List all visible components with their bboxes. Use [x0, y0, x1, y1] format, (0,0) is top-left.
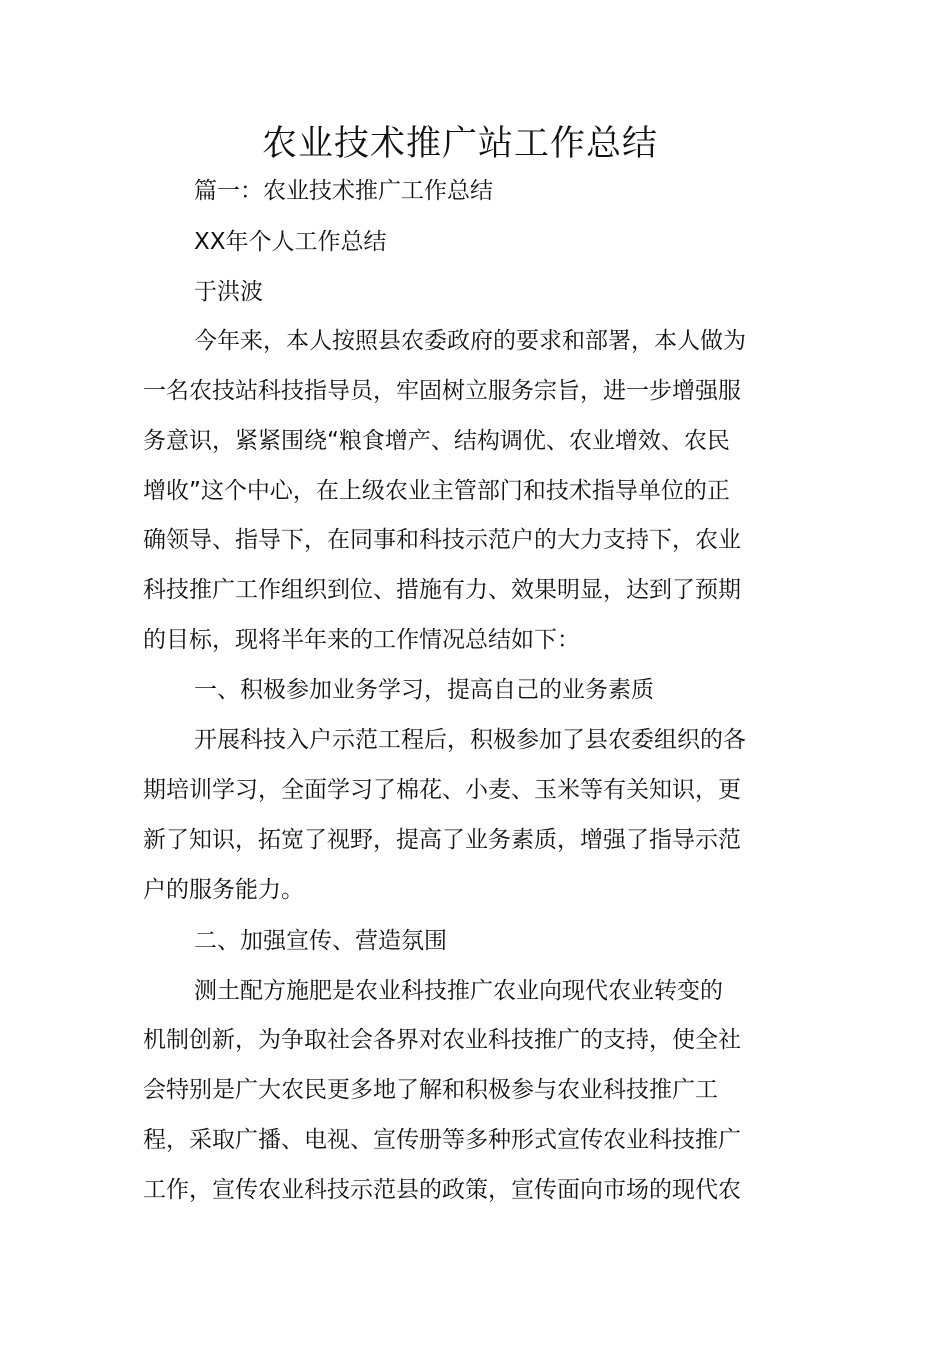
text-line: 机制创新，为争取社会各界对农业科技推广的支持，使全社 [143, 1027, 741, 1053]
text-line: 科技推广工作组织到位、措施有力、效果明显，达到了预期 [143, 577, 741, 603]
text-line: 务意识，紧紧围绕“粮食增产、结构调优、农业增效、农民 [143, 428, 730, 454]
section-heading: 一、积极参加业务学习，提高自己的业务素质 [194, 677, 654, 703]
text-line: 篇一：农业技术推广工作总结 [194, 178, 493, 204]
document-title: 农业技术推广站工作总结 [261, 124, 658, 164]
section-heading: 二、加强宣传、营造氛围 [194, 928, 447, 954]
text-line: 一名农技站科技指导员，牢固树立服务宗旨，进一步增强服 [143, 378, 741, 404]
text-line: XX年个人工作总结 [194, 229, 387, 255]
text-line: 工作，宣传农业科技示范县的政策，宣传面向市场的现代农 [143, 1177, 741, 1203]
text-line: 户的服务能力。 [143, 877, 304, 903]
text-line: 于洪波 [194, 279, 263, 305]
text-line: 期培训学习，全面学习了棉花、小麦、玉米等有关知识，更 [143, 777, 741, 803]
text-line: 测土配方施肥是农业科技推广农业向现代农业转变的 [194, 978, 723, 1004]
text-line: 开展科技入户示范工程后，积极参加了县农委组织的各 [194, 727, 746, 753]
text-line: 会特别是广大农民更多地了解和积极参与农业科技推广工 [143, 1077, 718, 1103]
text-line: 的目标，现将半年来的工作情况总结如下： [143, 627, 580, 653]
text-line: 新了知识，拓宽了视野，提高了业务素质，增强了指导示范 [143, 827, 741, 853]
text-line: 程，采取广播、电视、宣传册等多种形式宣传农业科技推广 [143, 1127, 741, 1153]
text-line: 增收”这个中心，在上级农业主管部门和技术指导单位的正 [143, 478, 730, 504]
text-line: 今年来，本人按照县农委政府的要求和部署，本人做为 [194, 328, 746, 354]
text-line: 确领导、指导下，在同事和科技示范户的大力支持下，农业 [143, 527, 741, 553]
